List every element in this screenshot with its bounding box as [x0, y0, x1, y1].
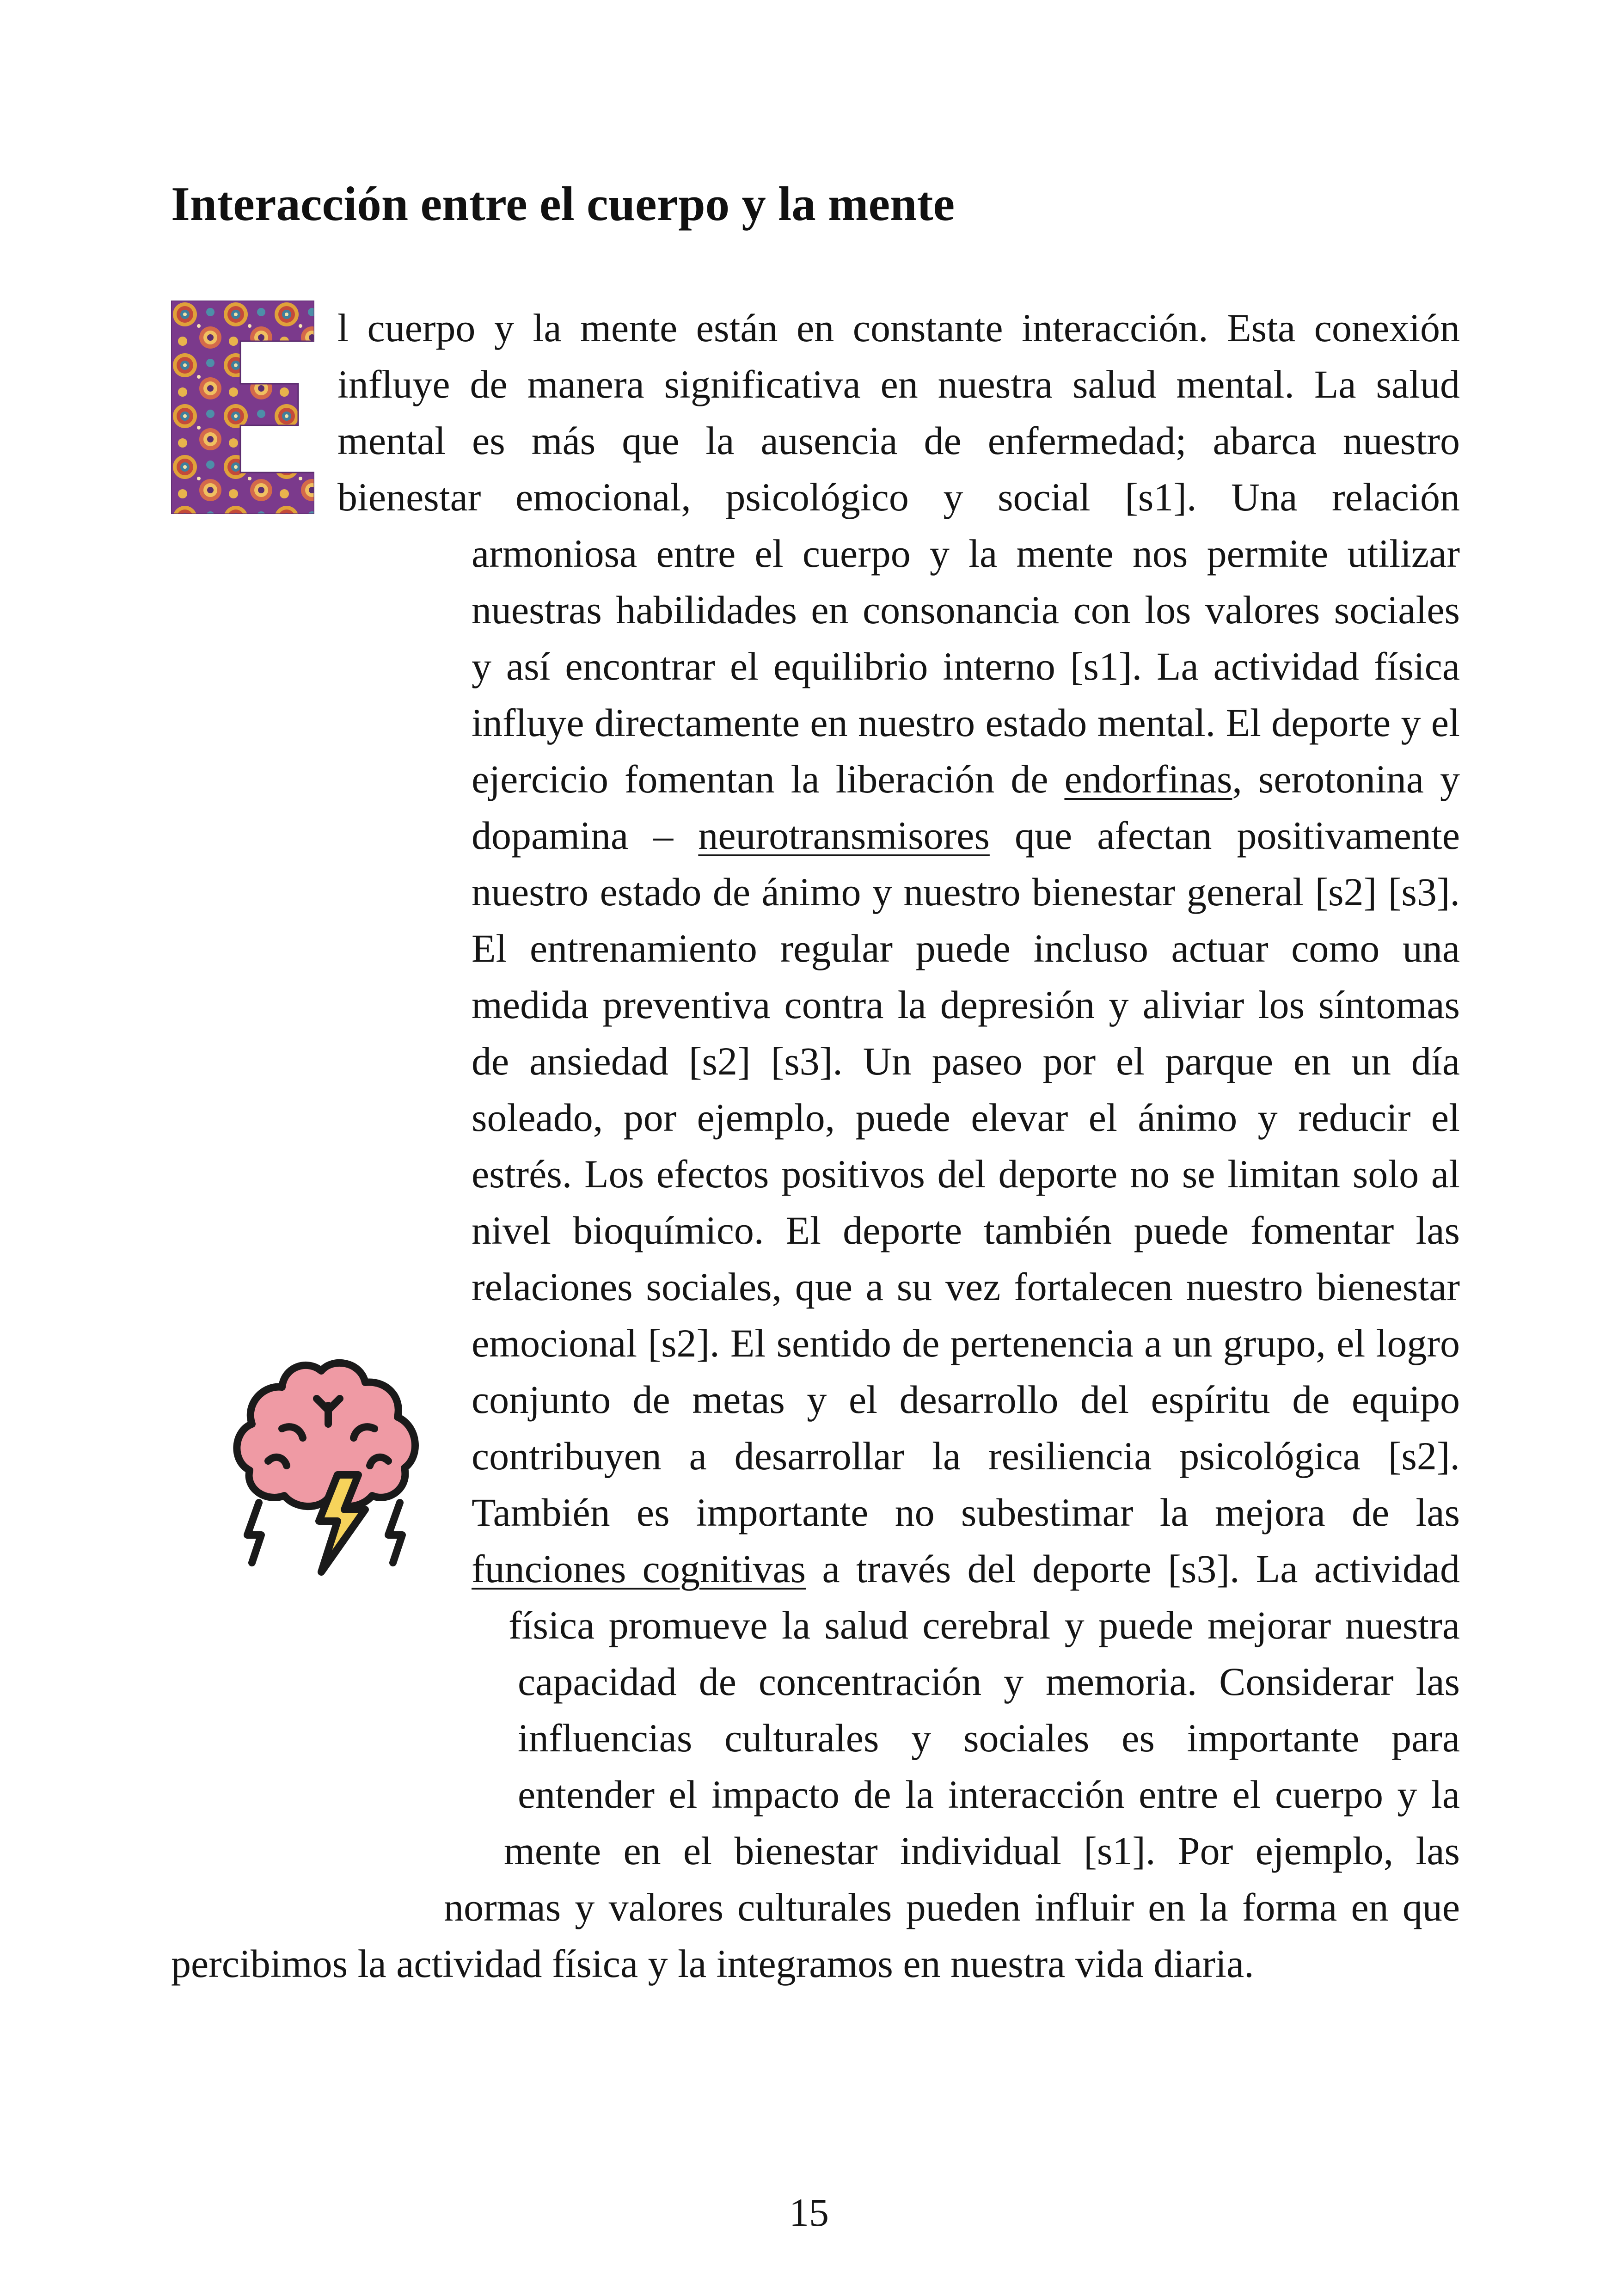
body-text: [171, 300, 1460, 1992]
section-heading: Interacción entre el cuerpo y la mente: [171, 177, 955, 231]
brain-storm-icon: [227, 1355, 430, 1586]
paragraph-opening: l cuerpo y la mente están en constante interacción. Esta conexión influye de manera significativa en nuestra salud mental. La salud mental es más que la ausencia de enfermedad; abarca nuestro bienestar emocional, psicológico y social [s1]. Una relación armoniosa entre el cuerpo y la mente nos permite utilizar nuestras habilidades en consonancia con los valores sociales y así encontrar el equilibrio interno [s1]. La actividad física influye directamente en nuestro estado mental. El deporte y el ejercicio fomentan la liberación de: [337, 306, 1460, 801]
paragraph-text-2: , serotonina y dopamina –: [472, 757, 1460, 858]
neurotransmitters-link[interactable]: neurotransmisores: [698, 813, 990, 858]
cognitive-functions-link[interactable]: funciones cognitivas: [472, 1547, 806, 1591]
drop-cap-letter: [171, 301, 314, 514]
page-number: 15: [789, 2190, 829, 2235]
endorphins-link[interactable]: endorfinas: [1064, 757, 1232, 801]
paragraph-text-3: que afectan positivamente nuestro estado de ánimo y nuestro bienestar general [s2] [s3]. El entrenamiento regular puede incluso actuar como una medida preventiva contra la depresión y aliviar los síntomas de ansiedad [s2] [s3]. Un paseo por el parque en un día soleado, por ejemplo, puede elevar el ánimo y reducir el estrés. Los efectos positivos del deporte no se limitan solo al nivel bioquímico. El deporte también puede fomentar las relaciones sociales, que a su vez fortalecen nuestro bienestar emocional [s2]. El sentido de pertenencia a un grupo, el logro conjunto de metas y el desarrollo del espíritu de equipo contribuyen a desarrollar la resiliencia psicológica [s2]. También es importante no subestimar la mejora de las: [472, 813, 1460, 1535]
paragraph-text-4: a través del deporte [s3]. La actividad física promueve la salud cerebral y puede mejorar nuestra capacidad de concentración y memoria. Considerar las influencias culturales y sociales es importante para entender el impacto de la interacción entre el cuerpo y la mente en el bienestar individual [s1]. Por ejemplo, las normas y valores culturales pueden influir en la forma en que percibimos la actividad física y la integramos en nuestra vida diaria.: [171, 1547, 1460, 1986]
